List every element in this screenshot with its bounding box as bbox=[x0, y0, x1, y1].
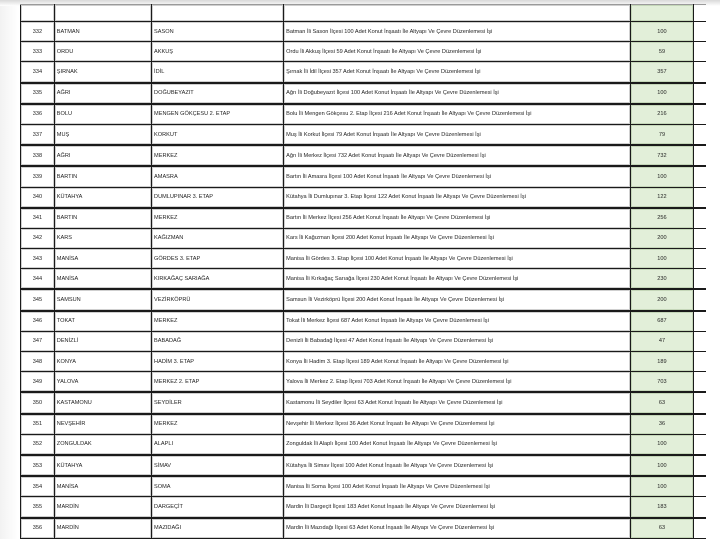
cell-count: 63 bbox=[631, 518, 693, 539]
cell-description: Ağrı İli Doğubeyazıt İlçesi 100 Adet Konut İnşaatı İle Altyapı Ve Çevre Düzenlemesi İşi bbox=[284, 83, 631, 104]
cell-description: Kastamonu İli Seydiler İlçesi 63 Adet Konut İnşaatı İle Altyapı Ve Çevre Düzenlemesi İşi bbox=[284, 392, 631, 413]
cell-il: BARTIN bbox=[54, 208, 151, 229]
cell-no: 349 bbox=[21, 372, 55, 393]
cell-edge bbox=[693, 145, 706, 166]
cell-ilce: MERKEZ 2. ETAP bbox=[152, 372, 284, 393]
cell-no: 348 bbox=[21, 352, 55, 372]
table-row bbox=[21, 476, 707, 497]
cell-description: Nevşehir İli Merkez İlçesi 36 Adet Konut İnşaatı İle Altyapı Ve Çevre Düzenlemesi İşi bbox=[284, 414, 631, 435]
cell-ilce: İDİL bbox=[152, 62, 284, 83]
cell-il: YALOVA bbox=[54, 372, 151, 393]
cell-no: 346 bbox=[21, 311, 55, 332]
cell-no: 355 bbox=[21, 497, 55, 518]
cell-edge bbox=[693, 434, 706, 455]
cell-ilce: MERKEZ bbox=[152, 414, 284, 435]
cell-count: 189 bbox=[631, 352, 693, 372]
housing-projects-table bbox=[20, 4, 706, 539]
cell-ilce: DARGEÇİT bbox=[152, 497, 284, 518]
cell-ilce: VEZİRKÖPRÜ bbox=[152, 289, 284, 310]
cell-ilce: MERKEZ bbox=[152, 208, 284, 229]
cell-ilce: KORKUT bbox=[152, 124, 284, 145]
cell-description: Kütahya İli Dumlupınar 3. Etap İlçesi 122 Adet Konut İnşaatı İle Altyapı Ve Çevre Düzenlemesi İşi bbox=[284, 187, 631, 208]
cell-description: Bartın İli Amasra İlçesi 100 Adet Konut İnşaatı İle Altyapı Ve Çevre Düzenlemesi İşi bbox=[284, 166, 631, 187]
cell-count: 100 bbox=[631, 83, 693, 104]
cell-description: Mardin İli Dargeçit İlçesi 183 Adet Konut İnşaatı İle Altyapı Ve Çevre Düzenlemesi İşi bbox=[284, 497, 631, 518]
cell-il: KASTAMONU bbox=[54, 392, 151, 413]
table-row bbox=[21, 455, 707, 476]
cell-il: KONYA bbox=[54, 352, 151, 372]
cell-no: 353 bbox=[21, 455, 55, 476]
cell-edge bbox=[693, 22, 706, 42]
cell-il: BARTIN bbox=[54, 166, 151, 187]
table-row bbox=[21, 145, 707, 166]
cell-count: 100 bbox=[631, 455, 693, 476]
cell-ilce: GÖRDES 3. ETAP bbox=[152, 249, 284, 269]
cell-description: Zonguldak İli Alaplı İlçesi 100 Adet Konut İnşaatı İle Altyapı Ve Çevre Düzenlemesi İşi bbox=[284, 434, 631, 455]
cell-ilce: SİMAV bbox=[152, 455, 284, 476]
cell-ilce: SASON bbox=[152, 22, 284, 42]
cell-description: Ağrı İli Merkez İlçesi 732 Adet Konut İnşaatı İle Altyapı Ve Çevre Düzenlemesi İşi bbox=[284, 145, 631, 166]
cell-edge bbox=[693, 5, 706, 22]
table-body bbox=[21, 5, 707, 539]
cell-description: Manisa İli Soma İlçesi 100 Adet Konut İnşaatı İle Altyapı Ve Çevre Düzenlemesi İşi bbox=[284, 476, 631, 497]
cell-count: 687 bbox=[631, 311, 693, 332]
cell-description: Bartın İli Merkez İlçesi 256 Adet Konut İnşaatı İle Altyapı Ve Çevre Düzenlemesi İşi bbox=[284, 208, 631, 229]
table-row bbox=[21, 124, 707, 145]
cell-il bbox=[54, 5, 151, 22]
cell-no bbox=[21, 5, 55, 22]
cell-count bbox=[631, 5, 693, 22]
cell-ilce: KAĞIZMAN bbox=[152, 228, 284, 248]
cell-description: Manisa İli Kırkağaç Sarıağa İlçesi 230 Adet Konut İnşaatı İle Altyapı Ve Çevre Düzenlemesi İşi bbox=[284, 269, 631, 290]
cell-description: Kütahya İli Simav İlçesi 100 Adet Konut İnşaatı İle Altyapı Ve Çevre Düzenlemesi İşi bbox=[284, 455, 631, 476]
cell-il: NEVŞEHİR bbox=[54, 414, 151, 435]
cell-count: 216 bbox=[631, 104, 693, 125]
cell-no: 338 bbox=[21, 145, 55, 166]
cell-description: Mardin İli Mazıdağı İlçesi 63 Adet Konut İnşaatı İle Altyapı Ve Çevre Düzenlemesi İşi bbox=[284, 518, 631, 539]
table-row bbox=[21, 352, 707, 372]
cell-no: 352 bbox=[21, 434, 55, 455]
cell-edge bbox=[693, 497, 706, 518]
table-row bbox=[21, 104, 707, 125]
cell-description: Yalova İli Merkez 2. Etap İlçesi 703 Adet Konut İnşaatı İle Altyapı Ve Çevre Düzenlemesi İşi bbox=[284, 372, 631, 393]
cell-no: 354 bbox=[21, 476, 55, 497]
cell-il: KÜTAHYA bbox=[54, 455, 151, 476]
cell-il: MARDİN bbox=[54, 518, 151, 539]
cell-ilce: SOMA bbox=[152, 476, 284, 497]
cell-il: ŞIRNAK bbox=[54, 62, 151, 83]
cell-edge bbox=[693, 228, 706, 248]
cell-count: 63 bbox=[631, 392, 693, 413]
table-row bbox=[21, 62, 707, 83]
cell-count: 59 bbox=[631, 42, 693, 62]
cell-count: 183 bbox=[631, 497, 693, 518]
cell-il: BATMAN bbox=[54, 22, 151, 42]
table-row bbox=[21, 414, 707, 435]
cell-edge bbox=[693, 42, 706, 62]
cell-ilce: KIRKAĞAÇ SARIAĞA bbox=[152, 269, 284, 290]
table-row bbox=[21, 22, 707, 42]
table-row bbox=[21, 42, 707, 62]
table-row bbox=[21, 372, 707, 393]
cell-edge bbox=[693, 476, 706, 497]
cell-edge bbox=[693, 124, 706, 145]
cell-il: BOLU bbox=[54, 104, 151, 125]
cell-description: Kars İli Kağızman İlçesi 200 Adet Konut İnşaatı İle Altyapı Ve Çevre Düzenlemesi İşi bbox=[284, 228, 631, 248]
cell-no: 341 bbox=[21, 208, 55, 229]
cell-description: Manisa İli Gördes 3. Etap İlçesi 100 Adet Konut İnşaatı İle Altyapı Ve Çevre Düzenlemesi İşi bbox=[284, 249, 631, 269]
cell-edge bbox=[693, 414, 706, 435]
cell-ilce: BABADAĞ bbox=[152, 331, 284, 351]
cell-description: Tokat İli Merkez İlçesi 687 Adet Konut İnşaatı İle Altyapı Ve Çevre Düzenlemesi İşi bbox=[284, 311, 631, 332]
cell-ilce: MERKEZ bbox=[152, 311, 284, 332]
table-row bbox=[21, 269, 707, 290]
cell-edge bbox=[693, 372, 706, 393]
cell-description: Batman İli Sason İlçesi 100 Adet Konut İnşaatı İle Altyapı Ve Çevre Düzenlemesi İşi bbox=[284, 22, 631, 42]
cell-no: 351 bbox=[21, 414, 55, 435]
cell-il: MUŞ bbox=[54, 124, 151, 145]
cell-count: 703 bbox=[631, 372, 693, 393]
cell-description: Muş İli Korkut İlçesi 79 Adet Konut İnşaatı İle Altyapı Ve Çevre Düzenlemesi İşi bbox=[284, 124, 631, 145]
table-row bbox=[21, 518, 707, 539]
table-row-partial bbox=[21, 5, 707, 22]
cell-il: MANİSA bbox=[54, 269, 151, 290]
cell-no: 345 bbox=[21, 289, 55, 310]
cell-description: Denizli İli Babadağ İlçesi 47 Adet Konut İnşaatı İle Altyapı Ve Çevre Düzenlemesi İşi bbox=[284, 331, 631, 351]
cell-no: 335 bbox=[21, 83, 55, 104]
cell-edge bbox=[693, 269, 706, 290]
cell-il: MANİSA bbox=[54, 476, 151, 497]
cell-il: AĞRI bbox=[54, 83, 151, 104]
cell-no: 334 bbox=[21, 62, 55, 83]
cell-count: 100 bbox=[631, 22, 693, 42]
cell-no: 333 bbox=[21, 42, 55, 62]
cell-count: 100 bbox=[631, 166, 693, 187]
cell-edge bbox=[693, 208, 706, 229]
cell-il: MARDİN bbox=[54, 497, 151, 518]
table-row bbox=[21, 208, 707, 229]
cell-no: 339 bbox=[21, 166, 55, 187]
cell-count: 732 bbox=[631, 145, 693, 166]
cell-edge bbox=[693, 83, 706, 104]
cell-count: 100 bbox=[631, 476, 693, 497]
cell-no: 350 bbox=[21, 392, 55, 413]
cell-ilce: MENGEN GÖKÇESU 2. ETAP bbox=[152, 104, 284, 125]
cell-ilce: DOĞUBEYAZIT bbox=[152, 83, 284, 104]
cell-description bbox=[284, 5, 631, 22]
table-row bbox=[21, 249, 707, 269]
cell-edge bbox=[693, 331, 706, 351]
cell-edge bbox=[693, 249, 706, 269]
cell-il: ORDU bbox=[54, 42, 151, 62]
cell-edge bbox=[693, 289, 706, 310]
table-row bbox=[21, 392, 707, 413]
cell-il: TOKAT bbox=[54, 311, 151, 332]
cell-count: 200 bbox=[631, 289, 693, 310]
cell-no: 340 bbox=[21, 187, 55, 208]
cell-il: DENİZLİ bbox=[54, 331, 151, 351]
cell-no: 336 bbox=[21, 104, 55, 125]
table-row bbox=[21, 331, 707, 351]
cell-ilce: AKKUŞ bbox=[152, 42, 284, 62]
cell-no: 332 bbox=[21, 22, 55, 42]
cell-edge bbox=[693, 518, 706, 539]
cell-no: 356 bbox=[21, 518, 55, 539]
table-row bbox=[21, 311, 707, 332]
cell-count: 200 bbox=[631, 228, 693, 248]
cell-il: ZONGULDAK bbox=[54, 434, 151, 455]
cell-edge bbox=[693, 311, 706, 332]
cell-count: 256 bbox=[631, 208, 693, 229]
cell-description: Konya İli Hadim 3. Etap İlçesi 189 Adet Konut İnşaatı İle Altyapı Ve Çevre Düzenlemesi İşi bbox=[284, 352, 631, 372]
cell-il: AĞRI bbox=[54, 145, 151, 166]
table-row bbox=[21, 187, 707, 208]
cell-edge bbox=[693, 187, 706, 208]
cell-ilce: MERKEZ bbox=[152, 145, 284, 166]
table-row bbox=[21, 83, 707, 104]
cell-edge bbox=[693, 455, 706, 476]
cell-description: Şırnak İli İdil İlçesi 357 Adet Konut İnşaatı İle Altyapı Ve Çevre Düzenlemesi İşi bbox=[284, 62, 631, 83]
cell-ilce: ALAPLI bbox=[152, 434, 284, 455]
page-left-margin bbox=[0, 0, 18, 539]
cell-count: 36 bbox=[631, 414, 693, 435]
cell-description: Bolu İli Mengen Gökçesu 2. Etap İlçesi 216 Adet Konut İnşaatı İle Altyapı Ve Çevre Düzenlemesi İşi bbox=[284, 104, 631, 125]
cell-il: MANİSA bbox=[54, 249, 151, 269]
cell-no: 337 bbox=[21, 124, 55, 145]
table-row bbox=[21, 434, 707, 455]
cell-ilce: MAZIDAĞI bbox=[152, 518, 284, 539]
cell-edge bbox=[693, 166, 706, 187]
cell-edge bbox=[693, 352, 706, 372]
cell-no: 347 bbox=[21, 331, 55, 351]
cell-ilce: AMASRA bbox=[152, 166, 284, 187]
cell-edge bbox=[693, 392, 706, 413]
cell-ilce: DUMLUPINAR 3. ETAP bbox=[152, 187, 284, 208]
cell-ilce: HADİM 3. ETAP bbox=[152, 352, 284, 372]
cell-ilce: SEYDİLER bbox=[152, 392, 284, 413]
cell-description: Ordu İli Akkuş İlçesi 59 Adet Konut İnşaatı İle Altyapı Ve Çevre Düzenlemesi İşi bbox=[284, 42, 631, 62]
table-row bbox=[21, 289, 707, 310]
table-row bbox=[21, 166, 707, 187]
cell-description: Samsun İli Vezirköprü İlçesi 200 Adet Konut İnşaatı İle Altyapı Ve Çevre Düzenlemesi İşi bbox=[284, 289, 631, 310]
cell-edge bbox=[693, 104, 706, 125]
cell-il: KÜTAHYA bbox=[54, 187, 151, 208]
cell-no: 343 bbox=[21, 249, 55, 269]
cell-count: 100 bbox=[631, 249, 693, 269]
table-row bbox=[21, 497, 707, 518]
cell-edge bbox=[693, 62, 706, 83]
cell-no: 342 bbox=[21, 228, 55, 248]
cell-count: 122 bbox=[631, 187, 693, 208]
cell-count: 230 bbox=[631, 269, 693, 290]
cell-ilce bbox=[152, 5, 284, 22]
cell-count: 47 bbox=[631, 331, 693, 351]
cell-no: 344 bbox=[21, 269, 55, 290]
cell-count: 100 bbox=[631, 434, 693, 455]
cell-count: 79 bbox=[631, 124, 693, 145]
cell-il: KARS bbox=[54, 228, 151, 248]
table-row bbox=[21, 228, 707, 248]
cell-il: SAMSUN bbox=[54, 289, 151, 310]
cell-count: 357 bbox=[631, 62, 693, 83]
